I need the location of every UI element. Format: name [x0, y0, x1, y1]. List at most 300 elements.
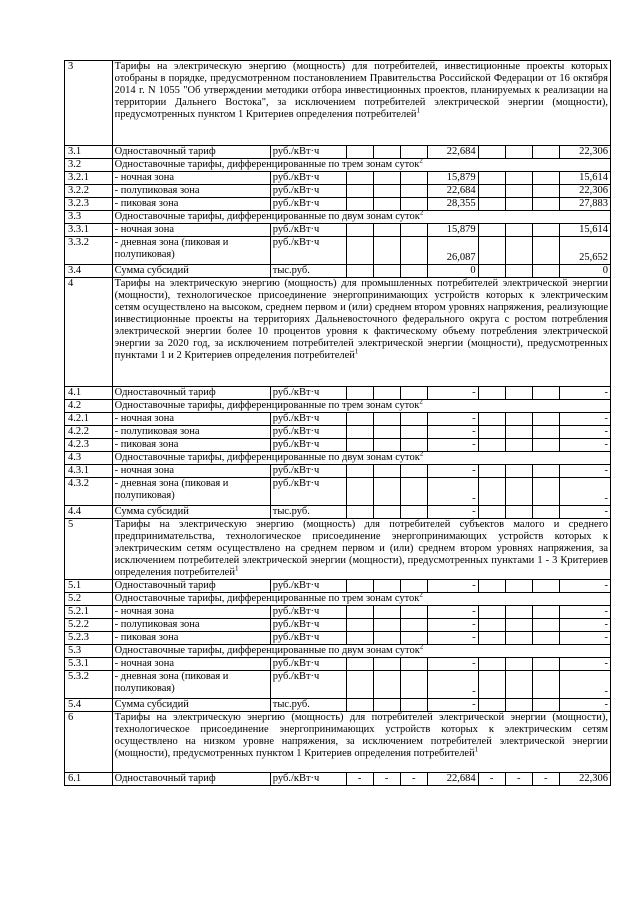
row-number [65, 439, 113, 452]
value-cell-text: - [472, 426, 476, 437]
value-cell [373, 198, 400, 211]
section-number-text: 3 [68, 61, 74, 72]
value-cell [346, 671, 373, 699]
row-number-text: 4.4 [68, 506, 82, 517]
row-name [112, 439, 270, 452]
unit-cell [270, 198, 346, 211]
row-number-text: 3.2.2 [68, 185, 89, 196]
value-cell [532, 198, 559, 211]
row-name-text: - ночная зона [114, 465, 174, 476]
section-number-text: 6 [68, 712, 74, 723]
value-cell-text: - [604, 426, 608, 437]
value-cell [478, 773, 505, 786]
value-cell [478, 146, 505, 159]
unit-cell [270, 671, 346, 699]
value-cell [427, 265, 478, 278]
row-number-text: 5.2 [68, 593, 82, 604]
value-cell [346, 632, 373, 645]
unit-cell [270, 413, 346, 426]
row-name [112, 773, 270, 786]
value-cell-text: - [472, 493, 476, 504]
value-cell [505, 699, 532, 712]
row-number [65, 211, 113, 224]
value-cell [559, 478, 610, 506]
row-name-text: - дневная зона (пиковая и полупиковая) [114, 237, 229, 260]
value-cell [505, 773, 532, 786]
row-name-text: - полупиковая зона [114, 426, 200, 437]
row-name-text: - ночная зона [114, 224, 174, 235]
zone-group-label-text: Одноставочные тарифы, дифференцированные по трем зонам суток [114, 159, 420, 170]
row-name [112, 478, 270, 506]
section-heading [112, 519, 610, 580]
zone-group-label [112, 593, 610, 606]
value-cell-text: 22,684 [446, 185, 476, 196]
row-number-text: 5.3.1 [68, 658, 89, 669]
row-name [112, 387, 270, 400]
value-cell [532, 439, 559, 452]
value-cell-text: 22,684 [446, 773, 476, 784]
value-cell [400, 658, 427, 671]
unit-cell-text: руб./кВт·ч [272, 580, 320, 591]
row-number [65, 606, 113, 619]
section-heading [112, 278, 610, 387]
unit-cell-text: руб./кВт·ч [272, 439, 320, 450]
value-cell-text: - [544, 773, 548, 784]
row-name [112, 224, 270, 237]
value-cell [427, 224, 478, 237]
value-cell [373, 439, 400, 452]
value-cell-text: 15,614 [579, 224, 608, 235]
value-cell [532, 413, 559, 426]
row-number-text: 5.4 [68, 699, 82, 710]
unit-cell [270, 580, 346, 593]
value-cell [346, 237, 373, 265]
value-cell [505, 632, 532, 645]
unit-cell-text: руб./кВт·ч [272, 671, 320, 682]
value-cell [346, 224, 373, 237]
row-number [65, 265, 113, 278]
value-cell [346, 146, 373, 159]
value-cell [400, 387, 427, 400]
unit-cell-text: руб./кВт·ч [272, 224, 320, 235]
value-cell [346, 426, 373, 439]
value-cell [346, 619, 373, 632]
value-cell [478, 619, 505, 632]
footnote-mark: 1 [474, 745, 479, 754]
tariff-table-body [65, 61, 611, 786]
value-cell [427, 671, 478, 699]
value-cell [427, 146, 478, 159]
unit-cell-text: тыс.руб. [272, 265, 310, 276]
value-cell [427, 426, 478, 439]
value-cell-text: - [604, 493, 608, 504]
value-cell [559, 172, 610, 185]
footnote-mark: 1 [354, 347, 359, 356]
value-cell [478, 439, 505, 452]
value-cell [346, 658, 373, 671]
row-name-text: Сумма субсидий [114, 699, 189, 710]
value-cell [559, 671, 610, 699]
value-cell [427, 478, 478, 506]
value-cell [559, 580, 610, 593]
value-cell [559, 699, 610, 712]
value-cell-text: - [472, 658, 476, 669]
table-row [65, 439, 611, 452]
value-cell [427, 632, 478, 645]
value-cell [373, 426, 400, 439]
value-cell-text: - [604, 699, 608, 710]
unit-cell [270, 699, 346, 712]
value-cell [427, 699, 478, 712]
value-cell [400, 146, 427, 159]
value-cell-text: - [604, 465, 608, 476]
value-cell [400, 198, 427, 211]
value-cell [373, 619, 400, 632]
row-number [65, 400, 113, 413]
footnote-mark: 1 [416, 106, 420, 115]
value-cell [532, 619, 559, 632]
value-cell [373, 413, 400, 426]
row-number-text: 4.2.3 [68, 439, 89, 450]
row-number [65, 426, 113, 439]
value-cell [427, 237, 478, 265]
row-number [65, 632, 113, 645]
value-cell [559, 265, 610, 278]
zone-group-label-text: Одноставочные тарифы, дифференцированные по трем зонам суток [114, 593, 420, 604]
value-cell [478, 506, 505, 519]
value-cell [532, 632, 559, 645]
value-cell-text: - [472, 699, 476, 710]
value-cell [346, 172, 373, 185]
value-cell [427, 387, 478, 400]
value-cell [559, 198, 610, 211]
zone-group-label-text: Одноставочные тарифы, дифференцированные по двум зонам суток [114, 211, 420, 222]
table-row [65, 413, 611, 426]
value-cell [478, 632, 505, 645]
table-row [65, 465, 611, 478]
row-name [112, 580, 270, 593]
unit-cell-text: руб./кВт·ч [272, 465, 320, 476]
table-row [65, 478, 611, 506]
unit-cell [270, 387, 346, 400]
row-name [112, 413, 270, 426]
unit-cell-text: руб./кВт·ч [272, 478, 320, 489]
unit-cell [270, 172, 346, 185]
row-name [112, 265, 270, 278]
value-cell [505, 224, 532, 237]
row-name-text: - ночная зона [114, 413, 174, 424]
value-cell [478, 606, 505, 619]
table-row [65, 671, 611, 699]
table-row [65, 146, 611, 159]
value-cell [559, 413, 610, 426]
value-cell-text: - [604, 413, 608, 424]
value-cell [559, 465, 610, 478]
row-number-text: 5.2.3 [68, 632, 89, 643]
value-cell [373, 146, 400, 159]
unit-cell [270, 439, 346, 452]
value-cell [346, 478, 373, 506]
row-number-text: 4.1 [68, 387, 82, 398]
table-row [65, 619, 611, 632]
table-row [65, 224, 611, 237]
value-cell [559, 658, 610, 671]
value-cell-text: 15,879 [446, 172, 476, 183]
table-row [65, 185, 611, 198]
row-number [65, 159, 113, 172]
value-cell [427, 198, 478, 211]
row-number [65, 478, 113, 506]
value-cell [400, 172, 427, 185]
value-cell [400, 237, 427, 265]
unit-cell-text: руб./кВт·ч [272, 773, 320, 784]
zone-group-label-text: Одноставочные тарифы, дифференцированные по двум зонам суток [114, 452, 420, 463]
value-cell-text: - [472, 413, 476, 424]
row-number [65, 773, 113, 786]
value-cell-text: - [472, 632, 476, 643]
unit-cell [270, 658, 346, 671]
unit-cell-text: руб./кВт·ч [272, 619, 320, 630]
value-cell [373, 606, 400, 619]
row-name-text: Одноставочный тариф [114, 580, 216, 591]
value-cell [559, 632, 610, 645]
value-cell [346, 387, 373, 400]
value-cell-text: - [604, 506, 608, 517]
value-cell [478, 237, 505, 265]
row-name [112, 146, 270, 159]
row-number-text: 6.1 [68, 773, 82, 784]
section-heading [112, 712, 610, 773]
value-cell [400, 439, 427, 452]
row-number-text: 3.4 [68, 265, 82, 276]
value-cell [400, 606, 427, 619]
zone-group-label [112, 400, 610, 413]
section-heading-text: Тарифы на электрическую энергию (мощность) для промышленных потребителей электрической энергии (мощности), технологическое присоединение энергопринимающих устройств которых к электрическим сетям осуществлено на высоком, среднем первом и (или) среднем втором уровнях напряжения, реализующие инвестиционные проекты на территориях Дальневосточного федерального округа с ростом потребления электрической энергии более 10 процентов уровня к фактическому объему потребления электрической энергии за 2020 год, за исключением потребителей электрической энергии (мощности), предусмотренных пунктами 1 и 2 Критериев определения потребителей [114, 278, 608, 361]
value-cell-text: - [472, 465, 476, 476]
table-row [65, 645, 611, 658]
value-cell [400, 265, 427, 278]
zone-group-label [112, 645, 610, 658]
row-number [65, 224, 113, 237]
value-cell [532, 172, 559, 185]
unit-cell [270, 619, 346, 632]
value-cell [478, 426, 505, 439]
row-name [112, 426, 270, 439]
value-cell [427, 465, 478, 478]
value-cell [505, 265, 532, 278]
unit-cell-text: руб./кВт·ч [272, 606, 320, 617]
row-name [112, 465, 270, 478]
value-cell-text: - [472, 686, 476, 697]
value-cell-text: - [472, 439, 476, 450]
row-name [112, 699, 270, 712]
row-number-text: 4.3.1 [68, 465, 89, 476]
value-cell-text: 0 [602, 265, 608, 276]
value-cell [559, 146, 610, 159]
table-row [65, 387, 611, 400]
unit-cell-text: тыс.руб. [272, 506, 310, 517]
value-cell [373, 658, 400, 671]
value-cell [559, 773, 610, 786]
unit-cell-text: руб./кВт·ч [272, 146, 320, 157]
value-cell-text: - [604, 686, 608, 697]
table-row [65, 237, 611, 265]
zone-group-label [112, 159, 610, 172]
row-name [112, 198, 270, 211]
unit-cell [270, 185, 346, 198]
table-row [65, 606, 611, 619]
value-cell [505, 426, 532, 439]
value-cell [478, 580, 505, 593]
row-number-text: 4.2.1 [68, 413, 89, 424]
footnote-mark: 2 [419, 451, 424, 458]
row-name [112, 619, 270, 632]
zone-group-label [112, 452, 610, 465]
table-row [65, 632, 611, 645]
value-cell-text: - [604, 606, 608, 617]
unit-cell [270, 478, 346, 506]
row-number-text: 5.3 [68, 645, 82, 656]
value-cell [427, 773, 478, 786]
row-name-text: Одноставочный тариф [114, 146, 216, 157]
value-cell [373, 224, 400, 237]
unit-cell-text: руб./кВт·ч [272, 198, 320, 209]
value-cell-text: 28,355 [446, 198, 476, 209]
value-cell [478, 172, 505, 185]
section-number [65, 712, 113, 773]
row-number [65, 580, 113, 593]
value-cell-text: - [411, 773, 416, 784]
value-cell [559, 237, 610, 265]
value-cell [478, 699, 505, 712]
row-number-text: 5.2.1 [68, 606, 89, 617]
value-cell [400, 506, 427, 519]
row-name [112, 172, 270, 185]
value-cell-text: - [604, 580, 608, 591]
value-cell [532, 265, 559, 278]
value-cell [532, 426, 559, 439]
value-cell [427, 658, 478, 671]
unit-cell-text: руб./кВт·ч [272, 185, 320, 196]
row-name [112, 506, 270, 519]
value-cell [400, 699, 427, 712]
row-name-text: - полупиковая зона [114, 619, 200, 630]
row-number [65, 506, 113, 519]
value-cell-text: - [472, 506, 476, 517]
value-cell [373, 699, 400, 712]
unit-cell-text: руб./кВт·ч [272, 172, 320, 183]
value-cell [532, 606, 559, 619]
section-heading-row [65, 278, 611, 387]
table-row [65, 426, 611, 439]
value-cell [400, 580, 427, 593]
value-cell [532, 506, 559, 519]
value-cell-text: 25,652 [579, 252, 608, 263]
value-cell-text: - [489, 773, 494, 784]
value-cell [505, 198, 532, 211]
value-cell [400, 185, 427, 198]
section-heading-row [65, 712, 611, 773]
row-name-text: - пиковая зона [114, 439, 179, 450]
row-name [112, 658, 270, 671]
row-number-text: 3.2.3 [68, 198, 89, 209]
value-cell [559, 506, 610, 519]
value-cell [373, 172, 400, 185]
value-cell [505, 506, 532, 519]
value-cell [505, 580, 532, 593]
row-number-text: 4.2 [68, 400, 82, 411]
value-cell-text: 22,684 [446, 146, 476, 157]
row-name-text: Одноставочный тариф [114, 773, 216, 784]
value-cell [427, 172, 478, 185]
value-cell [505, 172, 532, 185]
value-cell [373, 185, 400, 198]
value-cell [373, 478, 400, 506]
footnote-mark: 1 [234, 564, 239, 573]
row-number [65, 658, 113, 671]
table-row [65, 211, 611, 224]
value-cell [505, 237, 532, 265]
value-cell-text: - [516, 773, 521, 784]
value-cell-text: 0 [470, 265, 476, 276]
unit-cell [270, 224, 346, 237]
value-cell [427, 619, 478, 632]
value-cell-text: 26,087 [446, 252, 476, 263]
section-heading-row [65, 61, 611, 146]
value-cell [478, 387, 505, 400]
section-number-text: 4 [68, 278, 74, 289]
value-cell [478, 265, 505, 278]
row-number [65, 645, 113, 658]
row-number-text: 3.3 [68, 211, 82, 222]
row-number-text: 3.1 [68, 146, 82, 157]
value-cell [532, 699, 559, 712]
unit-cell [270, 426, 346, 439]
value-cell [478, 658, 505, 671]
value-cell [532, 478, 559, 506]
row-number [65, 699, 113, 712]
row-name-text: - пиковая зона [114, 198, 179, 209]
unit-cell-text: руб./кВт·ч [272, 658, 320, 669]
table-row [65, 593, 611, 606]
value-cell [532, 658, 559, 671]
value-cell [505, 658, 532, 671]
value-cell-text: - [472, 606, 476, 617]
value-cell [532, 773, 559, 786]
value-cell [478, 478, 505, 506]
value-cell [427, 506, 478, 519]
row-number-text: 4.3.2 [68, 478, 89, 489]
row-name [112, 185, 270, 198]
row-name-text: Одноставочный тариф [114, 387, 216, 398]
value-cell [400, 465, 427, 478]
unit-cell-text: тыс.руб. [272, 699, 310, 710]
value-cell [532, 387, 559, 400]
row-name [112, 671, 270, 699]
value-cell [505, 439, 532, 452]
value-cell-text: - [472, 580, 476, 591]
value-cell-text: 22,306 [579, 146, 608, 157]
value-cell [478, 671, 505, 699]
row-number-text: 3.3.2 [68, 237, 89, 248]
value-cell [478, 198, 505, 211]
value-cell-text: - [604, 439, 608, 450]
value-cell [400, 632, 427, 645]
value-cell [559, 224, 610, 237]
value-cell [478, 185, 505, 198]
value-cell [346, 699, 373, 712]
value-cell [373, 773, 400, 786]
